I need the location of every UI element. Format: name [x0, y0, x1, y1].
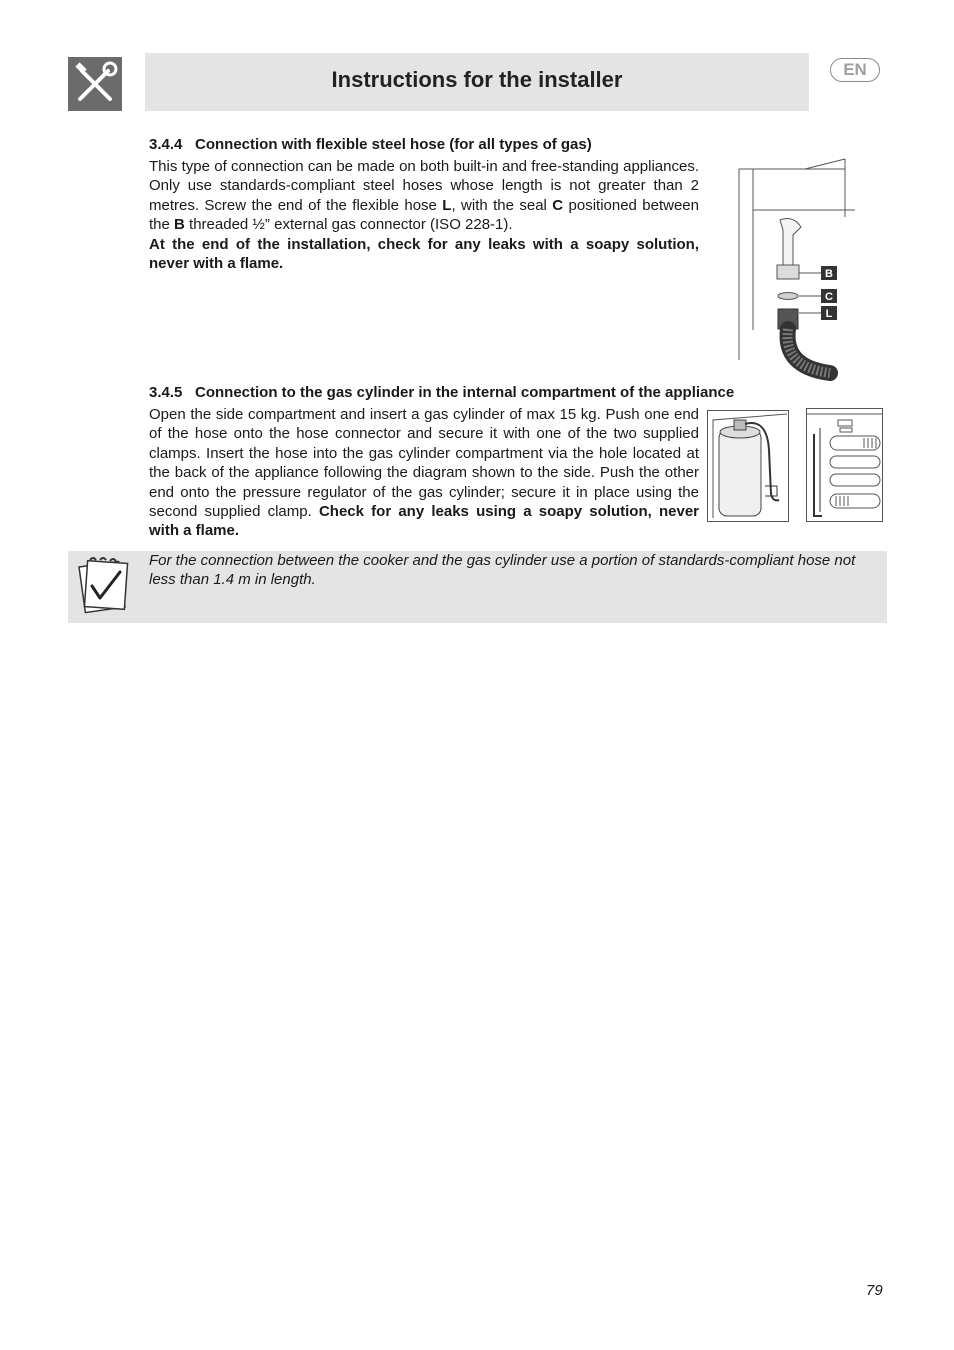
leak-warning: Check for any leaks using a soapy solution, never with a flame.: [149, 503, 699, 540]
section-345-body: [149, 405, 699, 541]
section-heading-344: [149, 136, 592, 153]
appliance-rear-diagram-figure: [806, 408, 883, 522]
leak-warning: At the end of the installation, check for any leaks with a soapy solution, never with a flame.: [149, 235, 699, 273]
note-text: For the connection between the cooker and the gas cylinder use a portion of standards-compliant hose not less than 1.4 m in length.: [149, 552, 856, 589]
label-L: L: [442, 196, 452, 214]
page-number: 79: [866, 1282, 883, 1299]
section-number: 3.4.5: [149, 384, 183, 401]
paragraph: [149, 157, 699, 235]
text-run: positioned between the: [149, 196, 699, 234]
text-run: , with the seal: [451, 196, 553, 214]
text-run: Open the side compartment and insert a gas cylinder of max 15 kg. Push one end of the hose onto the hose connector and secure it with one of the two supplied clamps. Insert the hose into the gas cylinder compartment via the hole located at the back of the appliance following the diagram shown to the side. Push the other end onto the pressure regulator of the gas cylinder; secure it in place using the second supplied clamp.: [149, 406, 699, 521]
page-title: Instructions for the installer: [331, 67, 623, 92]
notepad-check-icon: [76, 556, 134, 614]
gas-cylinder-compartment-figure: [707, 410, 789, 522]
section-number: 3.4.4: [149, 136, 183, 153]
label-B: B: [174, 216, 185, 234]
section-heading-345: [149, 384, 734, 401]
header-bar: [145, 53, 809, 111]
text-run: threaded ½” external gas connector (ISO 228-1).: [184, 216, 513, 234]
text-run: This type of connection can be made on both built-in and free-standing appliances. Only use standards-compliant steel hoses whose length is not greater than 2 metres. Screw the end of the flexible hose: [149, 158, 699, 214]
label-C: C: [552, 196, 564, 214]
section-title: Connection to the gas cylinder in the internal compartment of the appliance: [195, 384, 735, 401]
section-344-body: [149, 157, 699, 273]
paragraph: [149, 405, 699, 541]
language-badge: EN: [830, 58, 880, 82]
note-box: [68, 551, 887, 623]
tools-icon: [68, 57, 122, 111]
section-title: Connection with flexible steel hose (for all types of gas): [195, 136, 592, 153]
callout-b: B: [825, 268, 833, 280]
flexible-hose-figure: [735, 155, 855, 385]
callout-l: L: [825, 308, 833, 320]
callout-c: C: [825, 291, 833, 303]
